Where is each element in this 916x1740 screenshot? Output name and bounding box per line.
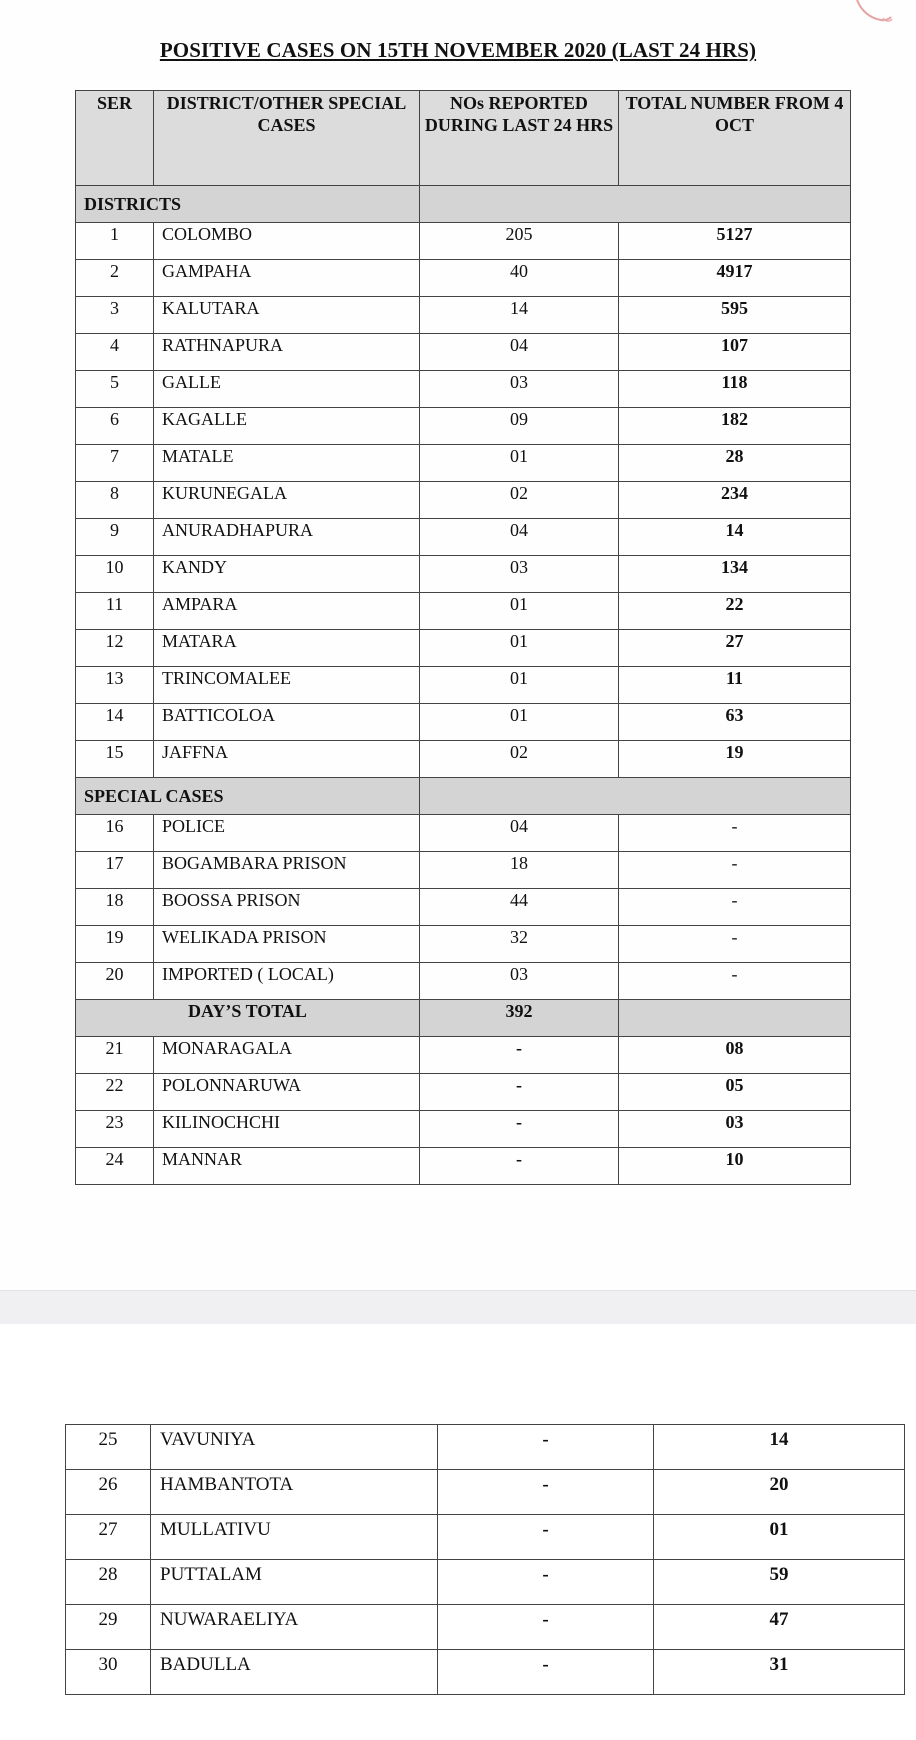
row-total: 47 bbox=[654, 1605, 905, 1650]
table-row bbox=[66, 1650, 905, 1695]
row-ser: 19 bbox=[76, 926, 154, 963]
row-reported: 14 bbox=[420, 297, 619, 334]
table-header-row bbox=[76, 91, 851, 186]
row-total: 20 bbox=[654, 1470, 905, 1515]
table-row bbox=[76, 852, 851, 889]
row-total: 31 bbox=[654, 1650, 905, 1695]
row-reported: 04 bbox=[420, 815, 619, 852]
row-ser: 14 bbox=[76, 704, 154, 741]
row-ser: 10 bbox=[76, 556, 154, 593]
header-total: TOTAL NUMBER FROM 4 OCT bbox=[619, 91, 851, 186]
row-name: BOGAMBARA PRISON bbox=[154, 852, 420, 889]
row-name: KURUNEGALA bbox=[154, 482, 420, 519]
row-reported: 18 bbox=[420, 852, 619, 889]
table-row bbox=[66, 1425, 905, 1470]
row-total: 118 bbox=[619, 371, 851, 408]
row-total: 63 bbox=[619, 704, 851, 741]
table-row bbox=[76, 889, 851, 926]
row-total: - bbox=[619, 889, 851, 926]
row-ser: 24 bbox=[76, 1148, 154, 1185]
row-reported: - bbox=[438, 1605, 654, 1650]
row-name: KALUTARA bbox=[154, 297, 420, 334]
row-reported: 01 bbox=[420, 704, 619, 741]
table-row bbox=[76, 334, 851, 371]
row-total: 14 bbox=[654, 1425, 905, 1470]
row-ser: 25 bbox=[66, 1425, 151, 1470]
table-row bbox=[76, 1148, 851, 1185]
table-row bbox=[76, 1111, 851, 1148]
row-total: - bbox=[619, 926, 851, 963]
row-name: KANDY bbox=[154, 556, 420, 593]
table-row bbox=[76, 445, 851, 482]
row-reported: 04 bbox=[420, 519, 619, 556]
row-name: WELIKADA PRISON bbox=[154, 926, 420, 963]
row-total: 234 bbox=[619, 482, 851, 519]
row-total: 27 bbox=[619, 630, 851, 667]
table-row bbox=[76, 704, 851, 741]
table-row bbox=[76, 593, 851, 630]
row-reported: 01 bbox=[420, 445, 619, 482]
row-reported: 01 bbox=[420, 630, 619, 667]
row-total: 28 bbox=[619, 445, 851, 482]
row-total: 19 bbox=[619, 741, 851, 778]
table-row bbox=[76, 630, 851, 667]
row-total: 134 bbox=[619, 556, 851, 593]
row-ser: 12 bbox=[76, 630, 154, 667]
row-ser: 20 bbox=[76, 963, 154, 1000]
row-ser: 6 bbox=[76, 408, 154, 445]
row-total: 22 bbox=[619, 593, 851, 630]
row-name: KAGALLE bbox=[154, 408, 420, 445]
row-ser: 26 bbox=[66, 1470, 151, 1515]
table-row bbox=[76, 1074, 851, 1111]
row-reported: - bbox=[420, 1074, 619, 1111]
row-total: - bbox=[619, 963, 851, 1000]
row-name: GALLE bbox=[154, 371, 420, 408]
section-special-cases-label: SPECIAL CASES bbox=[76, 778, 420, 815]
row-reported: 01 bbox=[420, 667, 619, 704]
page-title: POSITIVE CASES ON 15TH NOVEMBER 2020 (LAST 24 HRS) bbox=[159, 38, 757, 62]
row-ser: 27 bbox=[66, 1515, 151, 1560]
table-row bbox=[76, 408, 851, 445]
row-reported: 205 bbox=[420, 223, 619, 260]
table-row bbox=[76, 815, 851, 852]
row-reported: - bbox=[438, 1470, 654, 1515]
row-ser: 28 bbox=[66, 1560, 151, 1605]
row-total: 01 bbox=[654, 1515, 905, 1560]
row-reported: 03 bbox=[420, 556, 619, 593]
row-reported: - bbox=[420, 1148, 619, 1185]
row-name: POLICE bbox=[154, 815, 420, 852]
table-row bbox=[76, 297, 851, 334]
table-row bbox=[66, 1605, 905, 1650]
row-total: 59 bbox=[654, 1560, 905, 1605]
section-districts bbox=[76, 186, 851, 223]
table-row bbox=[76, 260, 851, 297]
row-total: 05 bbox=[619, 1074, 851, 1111]
day-total-row bbox=[76, 1000, 851, 1037]
row-name: KILINOCHCHI bbox=[154, 1111, 420, 1148]
day-total-label: DAY’S TOTAL bbox=[76, 1000, 420, 1037]
row-name: MATARA bbox=[154, 630, 420, 667]
row-ser: 7 bbox=[76, 445, 154, 482]
row-name: TRINCOMALEE bbox=[154, 667, 420, 704]
row-reported: - bbox=[420, 1111, 619, 1148]
cases-table bbox=[75, 90, 851, 1185]
row-ser: 2 bbox=[76, 260, 154, 297]
row-reported: 44 bbox=[420, 889, 619, 926]
row-name: MONARAGALA bbox=[154, 1037, 420, 1074]
row-name: VAVUNIYA bbox=[151, 1425, 438, 1470]
row-total: 4917 bbox=[619, 260, 851, 297]
row-total: 182 bbox=[619, 408, 851, 445]
row-total: 107 bbox=[619, 334, 851, 371]
row-ser: 9 bbox=[76, 519, 154, 556]
row-name: MULLATIVU bbox=[151, 1515, 438, 1560]
row-reported: 04 bbox=[420, 334, 619, 371]
cases-table-continued bbox=[65, 1424, 905, 1695]
section-special-cases-filler bbox=[420, 778, 851, 815]
table-row bbox=[66, 1560, 905, 1605]
row-total: 5127 bbox=[619, 223, 851, 260]
row-name: JAFFNA bbox=[154, 741, 420, 778]
row-name: PUTTALAM bbox=[151, 1560, 438, 1605]
row-ser: 11 bbox=[76, 593, 154, 630]
row-reported: 32 bbox=[420, 926, 619, 963]
row-ser: 29 bbox=[66, 1605, 151, 1650]
row-total: - bbox=[619, 815, 851, 852]
row-ser: 3 bbox=[76, 297, 154, 334]
row-total: - bbox=[619, 852, 851, 889]
table-row bbox=[76, 926, 851, 963]
row-name: IMPORTED ( LOCAL) bbox=[154, 963, 420, 1000]
row-reported: - bbox=[438, 1560, 654, 1605]
table-row bbox=[66, 1515, 905, 1560]
row-ser: 4 bbox=[76, 334, 154, 371]
header-reported: NOs REPORTED DURING LAST 24 HRS bbox=[420, 91, 619, 186]
row-ser: 5 bbox=[76, 371, 154, 408]
row-reported: - bbox=[420, 1037, 619, 1074]
row-name: NUWARAELIYA bbox=[151, 1605, 438, 1650]
row-name: RATHNAPURA bbox=[154, 334, 420, 371]
day-total-filler bbox=[619, 1000, 851, 1037]
row-name: POLONNARUWA bbox=[154, 1074, 420, 1111]
row-ser: 13 bbox=[76, 667, 154, 704]
row-ser: 30 bbox=[66, 1650, 151, 1695]
row-name: ANURADHAPURA bbox=[154, 519, 420, 556]
section-districts-label: DISTRICTS bbox=[76, 186, 420, 223]
row-ser: 15 bbox=[76, 741, 154, 778]
row-reported: 02 bbox=[420, 741, 619, 778]
table-row bbox=[76, 482, 851, 519]
row-total: 595 bbox=[619, 297, 851, 334]
row-name: GAMPAHA bbox=[154, 260, 420, 297]
table-row bbox=[76, 741, 851, 778]
row-name: MANNAR bbox=[154, 1148, 420, 1185]
table-row bbox=[76, 667, 851, 704]
row-reported: 03 bbox=[420, 963, 619, 1000]
row-reported: 03 bbox=[420, 371, 619, 408]
row-ser: 16 bbox=[76, 815, 154, 852]
row-reported: - bbox=[438, 1425, 654, 1470]
row-name: BATTICOLOA bbox=[154, 704, 420, 741]
row-total: 11 bbox=[619, 667, 851, 704]
table-row bbox=[76, 1037, 851, 1074]
row-total: 08 bbox=[619, 1037, 851, 1074]
header-ser: SER bbox=[76, 91, 154, 186]
header-district: DISTRICT/OTHER SPECIAL CASES bbox=[154, 91, 420, 186]
table-row bbox=[66, 1470, 905, 1515]
row-reported: 09 bbox=[420, 408, 619, 445]
table-row bbox=[76, 371, 851, 408]
row-total: 10 bbox=[619, 1148, 851, 1185]
row-ser: 17 bbox=[76, 852, 154, 889]
row-name: HAMBANTOTA bbox=[151, 1470, 438, 1515]
row-reported: - bbox=[438, 1650, 654, 1695]
table-row bbox=[76, 519, 851, 556]
row-ser: 18 bbox=[76, 889, 154, 926]
row-total: 14 bbox=[619, 519, 851, 556]
row-name: BADULLA bbox=[151, 1650, 438, 1695]
row-name: AMPARA bbox=[154, 593, 420, 630]
table-row bbox=[76, 963, 851, 1000]
row-ser: 23 bbox=[76, 1111, 154, 1148]
row-name: COLOMBO bbox=[154, 223, 420, 260]
table-row bbox=[76, 223, 851, 260]
red-ink-mark bbox=[855, 0, 895, 26]
section-special-cases bbox=[76, 778, 851, 815]
row-total: 03 bbox=[619, 1111, 851, 1148]
row-ser: 8 bbox=[76, 482, 154, 519]
row-reported: 40 bbox=[420, 260, 619, 297]
row-ser: 22 bbox=[76, 1074, 154, 1111]
table-row bbox=[76, 556, 851, 593]
row-reported: 01 bbox=[420, 593, 619, 630]
section-districts-filler bbox=[420, 186, 851, 223]
row-ser: 21 bbox=[76, 1037, 154, 1074]
row-reported: - bbox=[438, 1515, 654, 1560]
row-reported: 02 bbox=[420, 482, 619, 519]
row-ser: 1 bbox=[76, 223, 154, 260]
day-total-value: 392 bbox=[420, 1000, 619, 1037]
page-divider bbox=[0, 1290, 916, 1326]
row-name: MATALE bbox=[154, 445, 420, 482]
row-name: BOOSSA PRISON bbox=[154, 889, 420, 926]
